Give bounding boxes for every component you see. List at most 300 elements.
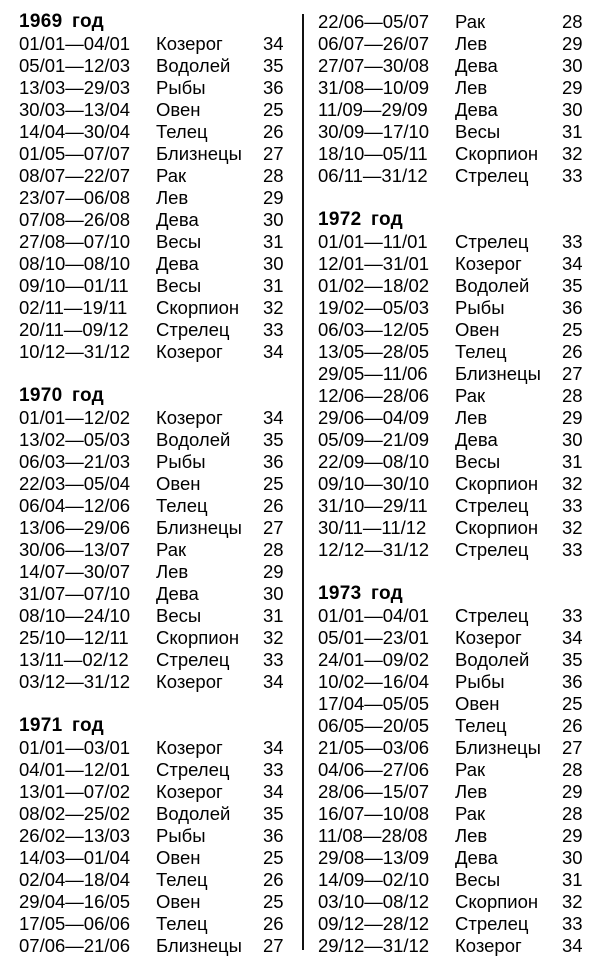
sign-number: 34 [263, 671, 284, 692]
table-row [318, 715, 588, 737]
sign-number: 33 [562, 495, 583, 516]
table-row [19, 187, 289, 209]
zodiac-sign: Рак [455, 385, 486, 406]
table-row [318, 451, 588, 473]
zodiac-sign: Лев [156, 561, 189, 582]
table-row [19, 143, 289, 165]
date-range: 30/06—13/07 [19, 539, 131, 560]
zodiac-sign: Телец [156, 869, 208, 890]
year-block [19, 385, 289, 693]
sign-number: 32 [562, 891, 583, 912]
table-row [318, 693, 588, 715]
date-range: 13/06—29/06 [19, 517, 131, 538]
date-range: 11/09—29/09 [318, 99, 428, 120]
right-column [318, 11, 588, 957]
date-range: 06/03—12/05 [318, 319, 430, 340]
zodiac-sign: Близнецы [156, 143, 242, 164]
sign-number: 30 [263, 209, 284, 230]
date-range: 06/05—20/05 [318, 715, 430, 736]
table-row [19, 869, 289, 891]
date-range: 06/04—12/06 [19, 495, 131, 516]
zodiac-sign: Козерог [156, 33, 223, 54]
sign-number: 28 [562, 385, 583, 406]
sign-number: 32 [562, 473, 583, 494]
sign-number: 33 [263, 319, 284, 340]
zodiac-sign: Дева [156, 209, 199, 230]
zodiac-sign: Козерог [156, 341, 223, 362]
zodiac-sign: Козерог [156, 781, 223, 802]
sign-number: 33 [562, 605, 583, 626]
table-row [318, 517, 588, 539]
sign-number: 29 [263, 561, 284, 582]
sign-number: 33 [562, 539, 583, 560]
table-row [318, 275, 588, 297]
table-row [318, 605, 588, 627]
zodiac-sign: Рыбы [455, 297, 505, 318]
table-row [318, 33, 588, 55]
zodiac-sign: Дева [455, 847, 498, 868]
table-row [318, 143, 588, 165]
date-range: 29/04—16/05 [19, 891, 131, 912]
zodiac-sign: Лев [455, 77, 488, 98]
sign-number: 35 [562, 275, 583, 296]
zodiac-sign: Овен [156, 891, 201, 912]
sign-number: 33 [263, 759, 284, 780]
sign-number: 36 [562, 297, 583, 318]
year-heading: 1971 год [19, 715, 105, 736]
table-row [19, 627, 289, 649]
date-range: 04/06—27/06 [318, 759, 430, 780]
date-range: 18/10—05/11 [318, 143, 428, 164]
date-range: 03/12—31/12 [19, 671, 131, 692]
zodiac-sign: Водолей [156, 803, 231, 824]
date-range: 21/05—03/06 [318, 737, 430, 758]
table-row [19, 605, 289, 627]
zodiac-sign: Рыбы [156, 451, 206, 472]
zodiac-sign: Козерог [455, 627, 522, 648]
sign-number: 27 [562, 363, 583, 384]
table-row [19, 297, 289, 319]
table-row [318, 473, 588, 495]
date-range: 08/10—08/10 [19, 253, 131, 274]
sign-number: 32 [562, 143, 583, 164]
table-row [318, 319, 588, 341]
sign-number: 27 [263, 517, 284, 538]
sign-number: 29 [263, 187, 284, 208]
date-range: 29/12—31/12 [318, 935, 430, 956]
sign-number: 31 [263, 231, 284, 252]
table-row [19, 913, 289, 935]
zodiac-sign: Скорпион [455, 143, 539, 164]
sign-number: 33 [562, 913, 583, 934]
date-range: 29/05—11/06 [318, 363, 428, 384]
date-range: 14/09—02/10 [318, 869, 430, 890]
zodiac-sign: Козерог [156, 671, 223, 692]
table-row [318, 759, 588, 781]
zodiac-sign: Овен [455, 319, 500, 340]
zodiac-sign: Водолей [156, 55, 231, 76]
table-row [19, 451, 289, 473]
year-block [318, 209, 588, 561]
date-range: 05/01—12/03 [19, 55, 131, 76]
sign-number: 34 [263, 407, 284, 428]
date-range: 29/06—04/09 [318, 407, 430, 428]
date-range: 12/06—28/06 [318, 385, 430, 406]
table-row [19, 77, 289, 99]
date-range: 22/06—05/07 [318, 11, 430, 32]
date-range: 01/05—07/07 [19, 143, 131, 164]
zodiac-sign: Лев [455, 33, 488, 54]
sign-number: 29 [562, 781, 583, 802]
sign-number: 35 [263, 803, 284, 824]
table-row [318, 341, 588, 363]
zodiac-sign: Водолей [156, 429, 231, 450]
sign-number: 28 [562, 759, 583, 780]
zodiac-sign: Овен [156, 847, 201, 868]
zodiac-sign: Весы [455, 121, 501, 142]
date-range: 30/03—13/04 [19, 99, 131, 120]
sign-number: 29 [562, 77, 583, 98]
table-row [19, 847, 289, 869]
date-range: 05/09—21/09 [318, 429, 430, 450]
table-row [318, 913, 588, 935]
sign-number: 35 [263, 55, 284, 76]
zodiac-sign: Лев [156, 187, 189, 208]
date-range: 29/08—13/09 [318, 847, 430, 868]
sign-number: 34 [263, 737, 284, 758]
zodiac-sign: Козерог [455, 253, 522, 274]
table-row [19, 803, 289, 825]
date-range: 10/12—31/12 [19, 341, 131, 362]
sign-number: 33 [263, 649, 284, 670]
zodiac-sign: Телец [156, 913, 208, 934]
sign-number: 25 [263, 473, 284, 494]
zodiac-sign: Водолей [455, 649, 530, 670]
zodiac-sign: Рак [156, 539, 187, 560]
sign-number: 30 [562, 55, 583, 76]
zodiac-sign: Весы [156, 231, 202, 252]
table-row [19, 407, 289, 429]
sign-number: 30 [562, 99, 583, 120]
sign-number: 26 [263, 869, 284, 890]
zodiac-sign: Телец [455, 341, 507, 362]
block-spacer [318, 187, 588, 209]
zodiac-sign: Телец [156, 121, 208, 142]
sign-number: 32 [263, 627, 284, 648]
zodiac-sign: Скорпион [156, 627, 240, 648]
date-range: 09/12—28/12 [318, 913, 430, 934]
table-row [19, 473, 289, 495]
sign-number: 34 [562, 627, 583, 648]
table-row [19, 539, 289, 561]
zodiac-sign: Дева [156, 583, 199, 604]
date-range: 03/10—08/12 [318, 891, 430, 912]
sign-number: 29 [562, 825, 583, 846]
block-spacer [19, 363, 289, 385]
sign-number: 31 [562, 451, 583, 472]
sign-number: 29 [562, 407, 583, 428]
date-range: 31/07—07/10 [19, 583, 131, 604]
zodiac-sign: Близнецы [455, 363, 541, 384]
sign-number: 31 [263, 605, 284, 626]
table-row [318, 825, 588, 847]
date-range: 30/09—17/10 [318, 121, 430, 142]
date-range: 05/01—23/01 [318, 627, 430, 648]
date-range: 28/06—15/07 [318, 781, 430, 802]
date-range: 17/05—06/06 [19, 913, 131, 934]
zodiac-sign: Овен [156, 99, 201, 120]
zodiac-sign: Дева [455, 429, 498, 450]
sign-number: 25 [263, 891, 284, 912]
table-row [19, 55, 289, 77]
table-row [19, 671, 289, 693]
sign-number: 32 [263, 297, 284, 318]
sign-number: 34 [263, 781, 284, 802]
table-row [318, 935, 588, 957]
zodiac-sign: Стрелец [455, 165, 529, 186]
date-range: 01/01—04/01 [318, 605, 430, 626]
zodiac-sign: Близнецы [455, 737, 541, 758]
year-heading: 1973 год [318, 583, 404, 604]
date-range: 31/08—10/09 [318, 77, 430, 98]
sign-number: 26 [263, 913, 284, 934]
sign-number: 33 [562, 165, 583, 186]
zodiac-sign: Скорпион [455, 891, 539, 912]
sign-number: 36 [263, 77, 284, 98]
date-range: 16/07—10/08 [318, 803, 430, 824]
date-range: 01/02—18/02 [318, 275, 430, 296]
sign-number: 35 [562, 649, 583, 670]
sign-number: 28 [562, 803, 583, 824]
table-row [318, 363, 588, 385]
sign-number: 26 [562, 341, 583, 362]
date-range: 25/10—12/11 [19, 627, 129, 648]
date-range: 09/10—01/11 [19, 275, 129, 296]
date-range: 14/07—30/07 [19, 561, 131, 582]
date-range: 01/01—03/01 [19, 737, 131, 758]
zodiac-sign: Козерог [455, 935, 522, 956]
sign-number: 25 [263, 847, 284, 868]
date-range: 01/01—04/01 [19, 33, 131, 54]
sign-number: 30 [263, 583, 284, 604]
table-row [318, 539, 588, 561]
year-heading: 1972 год [318, 209, 404, 230]
table-row [19, 319, 289, 341]
date-range: 14/03—01/04 [19, 847, 131, 868]
sign-number: 35 [263, 429, 284, 450]
year-block [19, 11, 289, 363]
date-range: 30/11—11/12 [318, 517, 427, 538]
date-range: 04/01—12/01 [19, 759, 131, 780]
date-range: 11/08—28/08 [318, 825, 428, 846]
date-range: 02/11—19/11 [19, 297, 128, 318]
table-row [19, 341, 289, 363]
date-range: 06/07—26/07 [318, 33, 430, 54]
date-range: 23/07—06/08 [19, 187, 131, 208]
date-range: 27/08—07/10 [19, 231, 131, 252]
zodiac-sign: Рак [455, 803, 486, 824]
table-row [19, 891, 289, 913]
table-row [318, 429, 588, 451]
zodiac-sign: Стрелец [455, 231, 529, 252]
sign-number: 30 [263, 253, 284, 274]
zodiac-sign: Весы [156, 605, 202, 626]
table-row [318, 891, 588, 913]
table-row [318, 649, 588, 671]
sign-number: 33 [562, 231, 583, 252]
table-row [318, 231, 588, 253]
zodiac-sign: Рак [455, 759, 486, 780]
date-range: 20/11—09/12 [19, 319, 129, 340]
date-range: 13/02—05/03 [19, 429, 131, 450]
sign-number: 29 [562, 33, 583, 54]
date-range: 01/01—11/01 [318, 231, 428, 252]
zodiac-sign: Стрелец [156, 649, 230, 670]
date-range: 14/04—30/04 [19, 121, 131, 142]
date-range: 26/02—13/03 [19, 825, 131, 846]
sign-number: 25 [263, 99, 284, 120]
zodiac-sign: Близнецы [156, 517, 242, 538]
date-range: 06/11—31/12 [318, 165, 428, 186]
zodiac-sign: Весы [455, 869, 501, 890]
date-range: 10/02—16/04 [318, 671, 430, 692]
table-row [19, 429, 289, 451]
sign-number: 36 [263, 825, 284, 846]
table-row [318, 803, 588, 825]
sign-number: 34 [263, 33, 284, 54]
date-range: 07/08—26/08 [19, 209, 131, 230]
year-block [19, 715, 289, 957]
sign-number: 26 [263, 495, 284, 516]
sign-number: 34 [562, 253, 583, 274]
sign-number: 36 [263, 451, 284, 472]
zodiac-sign: Рак [455, 11, 486, 32]
table-row [318, 671, 588, 693]
table-row [318, 847, 588, 869]
zodiac-sign: Стрелец [156, 319, 230, 340]
zodiac-sign: Близнецы [156, 935, 242, 956]
year-block [318, 11, 588, 187]
table-row [19, 33, 289, 55]
sign-number: 27 [263, 935, 284, 956]
date-range: 27/07—30/08 [318, 55, 430, 76]
date-range: 24/01—09/02 [318, 649, 430, 670]
zodiac-sign: Скорпион [455, 517, 539, 538]
date-range: 08/02—25/02 [19, 803, 131, 824]
zodiac-sign: Телец [455, 715, 507, 736]
year-heading: 1970 год [19, 385, 105, 406]
zodiac-sign: Дева [156, 253, 199, 274]
table-row [318, 99, 588, 121]
left-column [19, 11, 289, 957]
date-range: 17/04—05/05 [318, 693, 430, 714]
table-row [19, 517, 289, 539]
date-range: 22/03—05/04 [19, 473, 131, 494]
zodiac-sign: Лев [455, 781, 488, 802]
table-row [318, 11, 588, 33]
table-row [19, 231, 289, 253]
zodiac-sign: Овен [455, 693, 500, 714]
column-divider [302, 14, 304, 950]
block-spacer [318, 561, 588, 583]
sign-number: 31 [562, 869, 583, 890]
table-row [19, 495, 289, 517]
date-range: 06/03—21/03 [19, 451, 131, 472]
date-range: 22/09—08/10 [318, 451, 430, 472]
date-range: 02/04—18/04 [19, 869, 131, 890]
date-range: 13/01—07/02 [19, 781, 131, 802]
sign-number: 26 [562, 715, 583, 736]
table-row [318, 77, 588, 99]
table-row [318, 737, 588, 759]
zodiac-sign: Рак [156, 165, 187, 186]
year-block [318, 583, 588, 957]
zodiac-sign: Козерог [156, 407, 223, 428]
zodiac-sign: Стрелец [455, 913, 529, 934]
zodiac-sign: Лев [455, 825, 488, 846]
date-range: 13/03—29/03 [19, 77, 131, 98]
date-range: 13/05—28/05 [318, 341, 430, 362]
table-row [318, 495, 588, 517]
table-row [19, 583, 289, 605]
zodiac-sign: Весы [156, 275, 202, 296]
zodiac-sign: Стрелец [455, 539, 529, 560]
table-row [318, 385, 588, 407]
table-row [318, 407, 588, 429]
date-range: 09/10—30/10 [318, 473, 430, 494]
table-row [19, 165, 289, 187]
zodiac-sign: Водолей [455, 275, 530, 296]
date-range: 19/02—05/03 [318, 297, 430, 318]
zodiac-sign: Стрелец [156, 759, 230, 780]
table-row [318, 297, 588, 319]
table-row [19, 121, 289, 143]
zodiac-sign: Лев [455, 407, 488, 428]
zodiac-sign: Скорпион [455, 473, 539, 494]
sign-number: 28 [263, 539, 284, 560]
zodiac-sign: Телец [156, 495, 208, 516]
zodiac-sign: Дева [455, 99, 498, 120]
table-row [318, 781, 588, 803]
date-range: 31/10—29/11 [318, 495, 428, 516]
table-row [318, 627, 588, 649]
sign-number: 30 [562, 847, 583, 868]
date-range: 08/07—22/07 [19, 165, 131, 186]
table-row [19, 253, 289, 275]
table-row [19, 759, 289, 781]
table-row [19, 649, 289, 671]
date-range: 07/06—21/06 [19, 935, 131, 956]
table-row [318, 121, 588, 143]
zodiac-sign: Козерог [156, 737, 223, 758]
date-range: 01/01—12/02 [19, 407, 131, 428]
table-row [318, 55, 588, 77]
table-row [318, 165, 588, 187]
zodiac-sign: Рыбы [455, 671, 505, 692]
sign-number: 28 [562, 11, 583, 32]
table-row [19, 737, 289, 759]
date-range: 12/12—31/12 [318, 539, 430, 560]
table-row [19, 935, 289, 957]
table-row [19, 561, 289, 583]
sign-number: 30 [562, 429, 583, 450]
sign-number: 28 [263, 165, 284, 186]
sign-number: 31 [263, 275, 284, 296]
table-row [318, 869, 588, 891]
date-range: 12/01—31/01 [318, 253, 430, 274]
table-row [19, 209, 289, 231]
sign-number: 34 [263, 341, 284, 362]
